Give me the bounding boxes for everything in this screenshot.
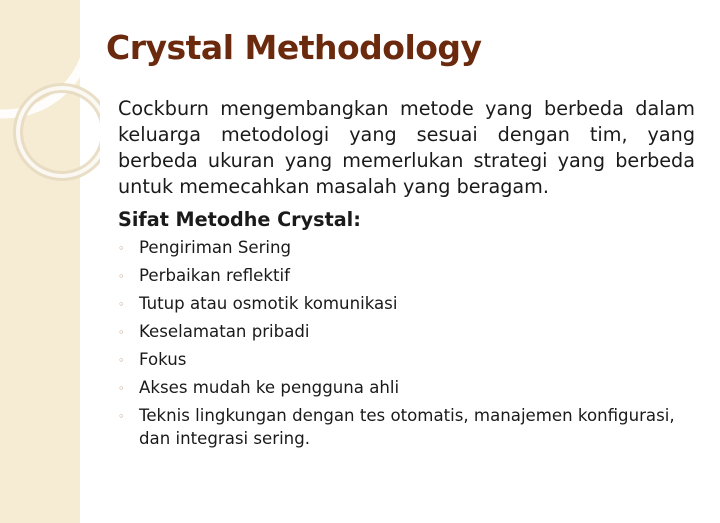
intro-paragraph: Cockburn mengembangkan metode yang berbeda dalam keluarga metodologi yang sesuai dengan tim, yang berbeda ukuran yang memerlukan strategi yang berbeda untuk memecahkan masalah yang beragam. — [118, 97, 695, 198]
list-item-text: Pengiriman Sering — [139, 238, 292, 257]
decorative-rings — [0, 0, 100, 523]
list-item-text: Fokus — [139, 350, 187, 369]
list-item-text: Keselamatan pribadi — [139, 322, 310, 341]
list-item — [118, 264, 695, 287]
bullet-list — [118, 236, 695, 450]
bullet-icon: ◦ — [118, 326, 125, 339]
subheading: Sifat Metodhe Crystal: — [118, 208, 361, 231]
list-item — [118, 404, 695, 450]
list-item — [118, 348, 695, 371]
bullet-icon: ◦ — [118, 242, 125, 255]
list-item — [118, 292, 695, 315]
bullet-icon: ◦ — [118, 270, 125, 283]
list-item — [118, 320, 695, 343]
list-item-text: Teknis lingkungan dengan tes otomatis, manajemen konfigurasi, dan integrasi sering. — [139, 406, 675, 448]
list-item — [118, 376, 695, 399]
list-item-text: Tutup atau osmotik komunikasi — [139, 294, 398, 313]
bullet-icon: ◦ — [118, 410, 125, 423]
list-item — [118, 236, 695, 259]
slide-content — [118, 96, 695, 455]
bullet-icon: ◦ — [118, 354, 125, 367]
bullet-icon: ◦ — [118, 298, 125, 311]
list-item-text: Perbaikan reflektif — [139, 266, 290, 285]
bullet-icon: ◦ — [118, 382, 125, 395]
list-item-text: Akses mudah ke pengguna ahli — [139, 378, 400, 397]
slide-title: Crystal Methodology — [106, 28, 482, 67]
